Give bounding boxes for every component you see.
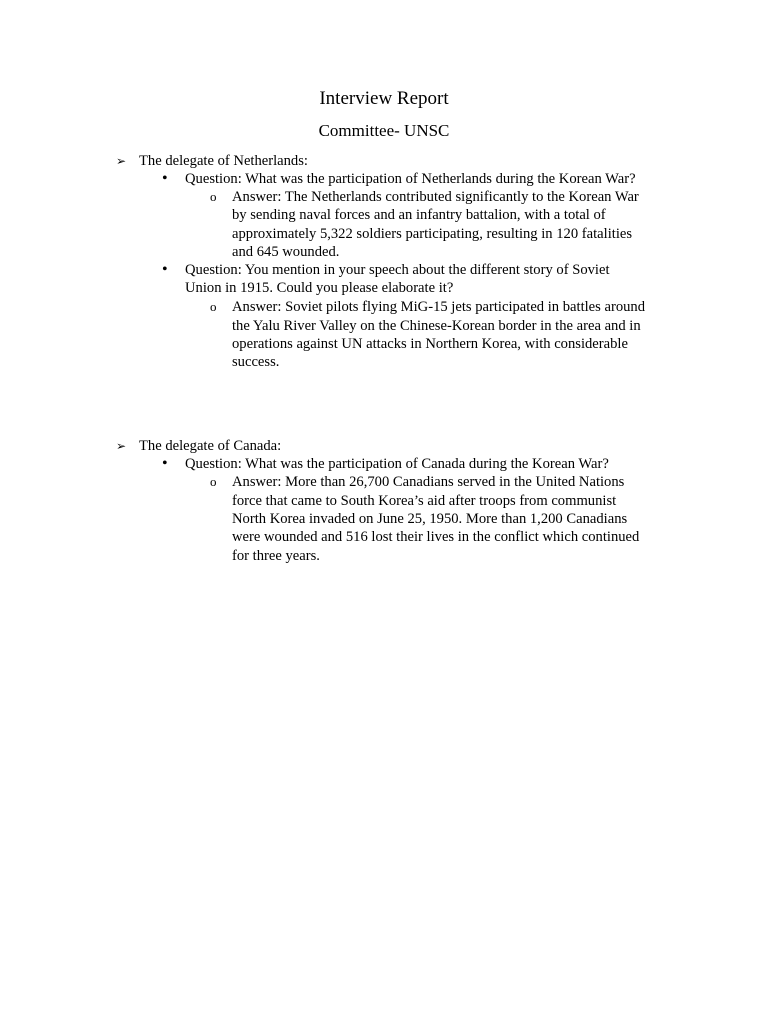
question-line: Question: What was the participation of Canada during the Korean War? <box>185 456 609 472</box>
answer-line: were wounded and 516 lost their lives in the conflict which continued <box>232 529 640 545</box>
answer-line: Answer: The Netherlands contributed significantly to the Korean War <box>232 189 639 205</box>
answer-line: operations against UN attacks in Northern Korea, with considerable <box>232 336 628 352</box>
circle-bullet-icon: o <box>210 189 217 204</box>
question-line: Question: What was the participation of Netherlands during the Korean War? <box>185 171 636 187</box>
document-subtitle: Committee- UNSC <box>318 121 450 140</box>
answer-line: force that came to South Korea’s aid after troops from communist <box>232 493 617 509</box>
answer-line: the Yalu River Valley on the Chinese-Korean border in the area and in <box>232 318 641 334</box>
bullet-icon: • <box>162 261 168 278</box>
bullet-icon: • <box>162 170 168 187</box>
circle-bullet-icon: o <box>210 474 217 489</box>
question-line: Union in 1915. Could you please elaborate it? <box>185 280 454 296</box>
answer-line: for three years. <box>232 548 320 564</box>
answer-line: success. <box>232 354 280 370</box>
bullet-icon: • <box>162 455 168 472</box>
document-title: Interview Report <box>319 88 449 109</box>
answer-line: and 645 wounded. <box>232 244 340 260</box>
answer-line: approximately 5,322 soldiers participating, resulting in 120 fatalities <box>232 226 633 242</box>
arrow-bullet-icon: ➢ <box>116 439 127 453</box>
answer-line: North Korea invaded on June 25, 1950. More than 1,200 Canadians <box>232 511 628 527</box>
delegate-heading-netherlands: The delegate of Netherlands: <box>139 153 308 169</box>
delegate-heading-canada: The delegate of Canada: <box>139 438 282 454</box>
circle-bullet-icon: o <box>210 299 217 314</box>
question-line: Question: You mention in your speech about the different story of Soviet <box>185 262 610 278</box>
answer-line: by sending naval forces and an infantry battalion, with a total of <box>232 207 606 223</box>
answer-line: Answer: More than 26,700 Canadians served in the United Nations <box>232 474 625 490</box>
answer-line: Answer: Soviet pilots flying MiG-15 jets participated in battles around <box>232 299 646 315</box>
arrow-bullet-icon: ➢ <box>116 154 127 168</box>
